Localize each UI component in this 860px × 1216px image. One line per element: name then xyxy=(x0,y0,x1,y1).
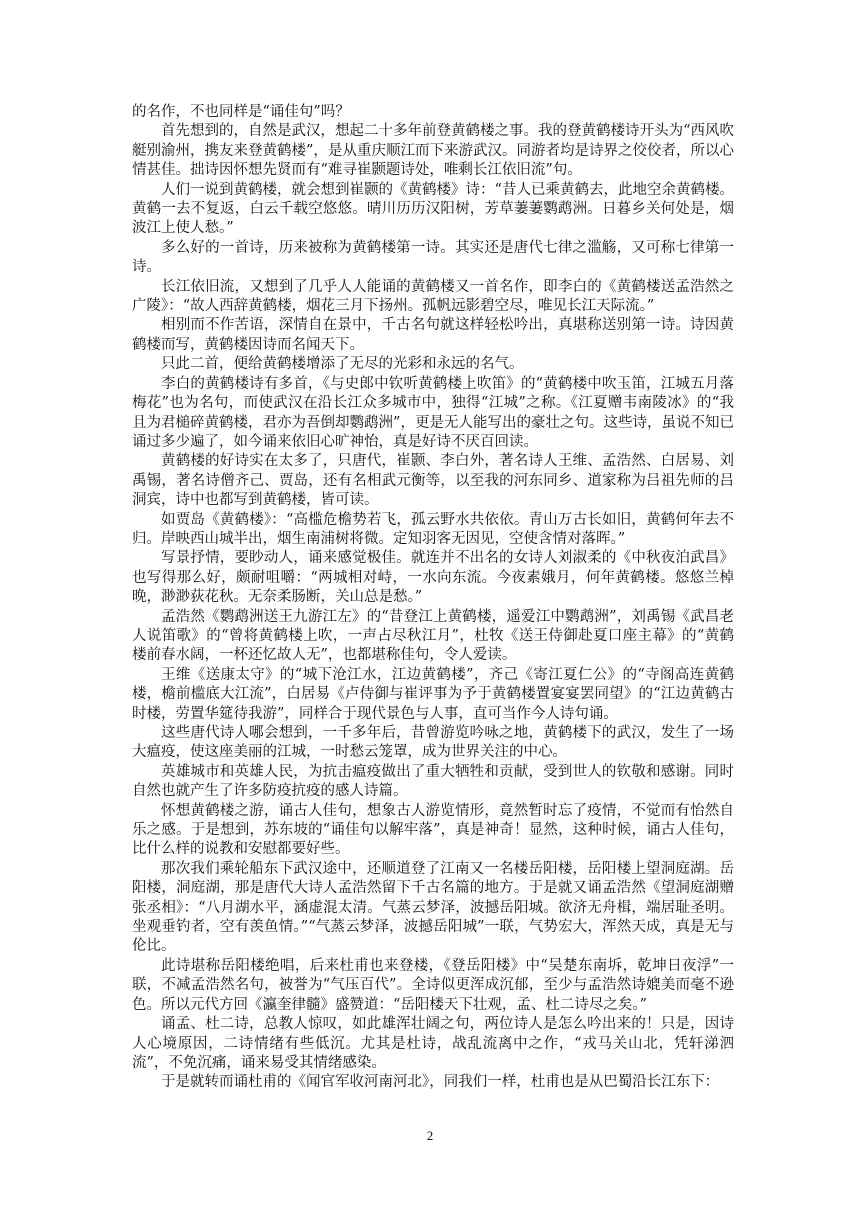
article-body xyxy=(132,103,734,1093)
paragraph: 怀想黄鹤楼之游，诵古人佳句，想象古人游览情形，竟然暂时忘了疫情，不觉而有怡然自乐之感。于是想到，苏东坡的“诵佳句以解牢落”，真是神奇！显然，这种时候，诵古人佳句，比什么样的说教和安慰都要好些。 xyxy=(132,802,734,858)
page-number: 2 xyxy=(426,1128,434,1143)
paragraph: 多么好的一首诗，历来被称为黄鹤楼第一诗。其实还是唐代七律之滥觞，又可称七律第一诗。 xyxy=(132,239,734,276)
paragraph: 如贾岛《黄鹤楼》：“高槛危檐势若飞，孤云野水共依依。青山万古长如旧，黄鹤何年去不归。岸映西山城半出，烟生南浦树将微。定知羽客无因见，空使含情对落晖。” xyxy=(132,511,734,547)
paragraph: 王维《送康太守》的“城下沧江水，江边黄鹤楼”，齐己《寄江夏仁公》的“寺阁高连黄鹤楼，檐前槛底大江流”，白居易《卢侍御与崔评事为予于黄鹤楼置宴宴罢同望》的“江边黄鹤古时楼，劳置华筵待我游”，同样合于现代景色与人事，直可当作今人诗句诵。 xyxy=(132,666,734,722)
paragraph: 那次我们乘轮船东下武汉途中，还顺道登了江南又一名楼岳阳楼，岳阳楼上望洞庭湖。岳阳楼，洞庭湖，那是唐代大诗人孟浩然留下千古名篇的地方。于是就又诵孟浩然《望洞庭湖赠张丞相》：“八月湖水平，涵虚混太清。气蒸云梦泽，波撼岳阳城。欲济无舟楫，端居耻圣明。坐观垂钓者，空有羡鱼情。”“气蒸云梦泽，波撼岳阳城”一联，气势宏大，浑然天成，真是无与伦比。 xyxy=(132,860,734,955)
paragraph: 黄鹤楼的好诗实在太多了，只唐代，崔颢、李白外，著名诗人王维、孟浩然、白居易、刘禹锡，著名诗僧齐己、贾岛，还有名相武元衡等，以至我的河东同乡、道家称为吕祖先师的吕洞宾，诗中也都写到黄鹤楼，皆可读。 xyxy=(132,453,734,509)
paragraph: 此诗堪称岳阳楼绝唱，后来杜甫也来登楼，《登岳阳楼》中“吴楚东南坼，乾坤日夜浮”一联，不减孟浩然名句，被誉为“气压百代”。全诗似更浑成沉郁，至少与孟浩然诗媲美而毫不逊色。所以元代方回《瀛奎律髓》盛赞道：“岳阳楼天下壮观，孟、杜二诗尽之矣。” xyxy=(132,957,734,1013)
paragraph: 于是就转而诵杜甫的《闻官军收河南河北》，同我们一样，杜甫也是从巴蜀沿长江东下： xyxy=(161,1074,720,1091)
paragraph: 只此二首，便给黄鹤楼增添了无尽的光彩和永远的名气。 xyxy=(161,356,524,373)
paragraph: 写景抒情，要眇动人，诵来感觉极佳。就连并不出名的女诗人刘淑柔的《中秋夜泊武昌》也写得那么好，颇耐咀嚼：“两城相对峙，一水向东流。今夜素娥月，何年黄鹤楼。悠悠兰棹晚，渺渺荻花秋。无奈柔肠断，关山总是愁。” xyxy=(132,550,734,606)
paragraph: 这些唐代诗人哪会想到，一千多年后，昔曾游览吟咏之地，黄鹤楼下的武汉，发生了一场大瘟疫，使这座美丽的江城，一时愁云笼罩，成为世界关注的中心。 xyxy=(132,725,734,761)
paragraph: 人们一说到黄鹤楼，就会想到崔颢的《黄鹤楼》诗：“昔人已乘黄鹤去，此地空余黄鹤楼。黄鹤一去不复返，白云千载空悠悠。晴川历历汉阳树，芳草萋萋鹦鹉洲。日暮乡关何处是，烟波江上使人愁。” xyxy=(132,181,734,237)
paragraph: 相别而不作苦语，深情自在景中，千古名句就这样轻松吟出，真堪称送别第一诗。诗因黄鹤楼而写，黄鹤楼因诗而名闻天下。 xyxy=(132,317,734,353)
paragraph: 诵孟、杜二诗，总教人惊叹，如此雄浑壮阔之句，两位诗人是怎么吟出来的！只是，因诗人心境原因，二诗情绪有些低沉。尤其是杜诗，战乱流离中之作，“戎马关山北，凭轩涕泗流”，不免沉痛，诵来易受其情绪感染。 xyxy=(132,1016,734,1071)
paragraph: 李白的黄鹤楼诗有多首，《与史郎中钦听黄鹤楼上吹笛》的“黄鹤楼中吹玉笛，江城五月落梅花”也为名句，而使武汉在沿长江众多城市中，独得“江城”之称。《江夏赠韦南陵冰》的“我且为君槌碎黄鹤楼，君亦为吾倒却鹦鹉洲”，更是无人能写出的豪壮之句。这些诗，虽说不知已诵过多少遍了，如今诵来依旧心旷神怡，真是好诗不厌百回读。 xyxy=(132,375,734,450)
paragraph: 首先想到的，自然是武汉，想起二十多年前登黄鹤楼之事。我的登黄鹤楼诗开头为“西风吹艇别渝州，携友来登黄鹤楼”，是从重庆顺江而下来游武汉。同游者均是诗界之佼佼者，所以心情甚佳。拙诗因怀想先贤而有“难寻崔颢题诗处，唯剩长江依旧流”句。 xyxy=(132,123,734,179)
paragraph: 孟浩然《鹦鹉洲送王九游江左》的“昔登江上黄鹤楼，遥爱江中鹦鹉洲”，刘禹锡《武昌老人说笛歌》的“曾将黄鹤楼上吹，一声占尽秋江月”，杜牧《送王侍御赴夏口座主幕》的“黄鹤楼前春水阔，一杯还忆故人无”，也都堪称佳句，令人爱读。 xyxy=(132,608,734,664)
paragraph: 的名作，不也同样是“诵佳句”吗？ xyxy=(132,104,350,120)
paragraph: 英雄城市和英雄人民，为抗击瘟疫做出了重大牺牲和贡献，受到世人的钦敬和感谢。同时自然也就产生了许多防疫抗疫的感人诗篇。 xyxy=(132,763,734,800)
paragraph: 长江依旧流，又想到了几乎人人能诵的黄鹤楼又一首名作，即李白的《黄鹤楼送孟浩然之广陵》：“故人西辞黄鹤楼，烟花三月下扬州。孤帆远影碧空尽，唯见长江天际流。” xyxy=(132,278,734,315)
